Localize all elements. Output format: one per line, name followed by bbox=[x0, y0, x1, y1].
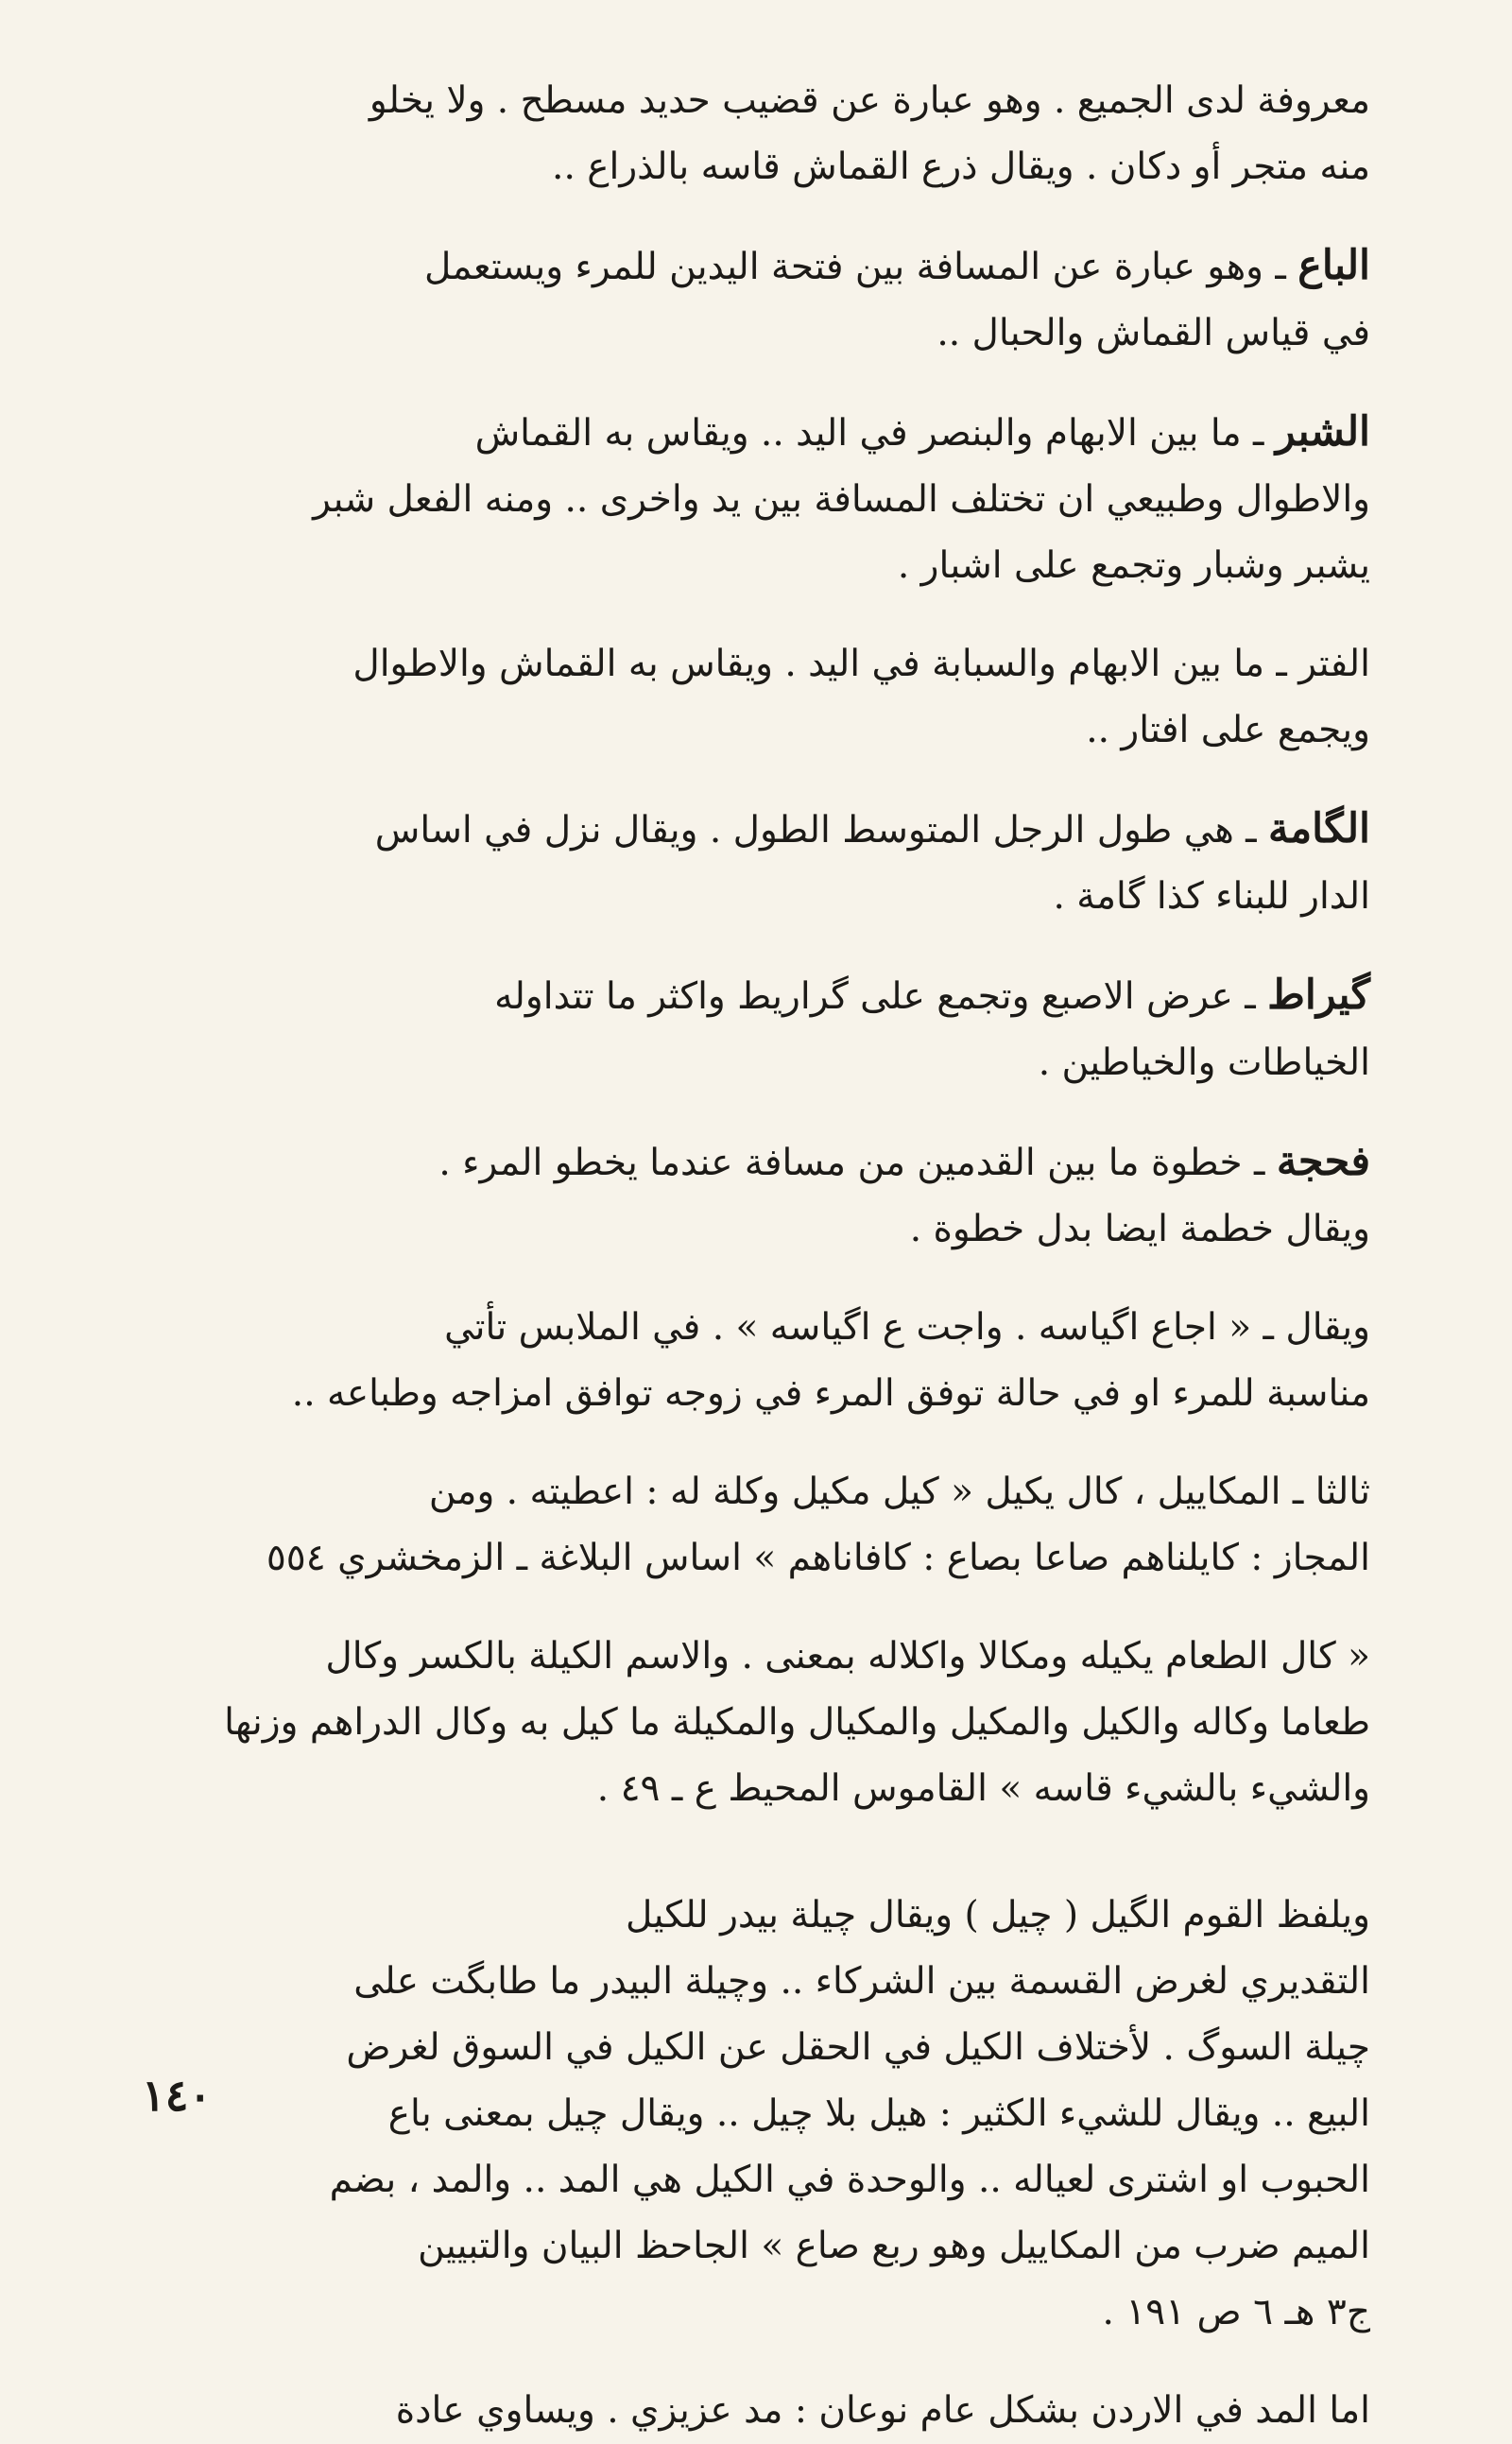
page-number: ١٤٠ bbox=[142, 2070, 213, 2121]
text-line: يشبر وشبار وتجمع على اشبار . bbox=[897, 544, 1370, 587]
text-line: چيلة السوگ . لأختلاف الكيل في الحقل عن الكيل في السوق لغرض bbox=[346, 2026, 1370, 2069]
definition-text: ـ خطوة ما بين القدمين من مسافة عندما يخطو المرء . bbox=[438, 1142, 1277, 1184]
text-line: ويقال ـ « اجاع اگياسه . واجت ع اگياسه » . في الملابس تأتي bbox=[444, 1306, 1370, 1349]
paragraph-gama bbox=[142, 796, 1370, 930]
text-line: طعاما وكاله والكيل والمكيل والمكيال والمكيلة ما كيل به وكال الدراهم وزنها bbox=[224, 1701, 1370, 1744]
text-line bbox=[142, 399, 1370, 467]
paragraph-cheel bbox=[142, 1883, 1370, 2346]
term-heading: الشبر bbox=[1275, 408, 1370, 456]
text-line: الميم ضرب من المكاييل وهو ربع صاع » الجاحظ البيان والتبيين bbox=[418, 2225, 1370, 2267]
paragraph-qamus-quote bbox=[142, 1624, 1370, 1822]
text-line: منه متجر أو دكان . ويقال ذرع القماش قاسه بالذراع .. bbox=[552, 146, 1370, 188]
text-line: والاطوال وطبيعي ان تختلف المسافة بين يد واخرى .. ومنه الفعل شبر bbox=[313, 478, 1370, 521]
paragraph-fahja bbox=[142, 1128, 1370, 1263]
text-line: التقديري لغرض القسمة بين الشركاء .. وچيلة البيدر ما طابگت على bbox=[353, 1960, 1370, 2003]
paragraph-fitr bbox=[142, 631, 1370, 764]
text-line: اما المد في الاردن بشكل عام نوعان : مد عزيزي . ويساوي عادة bbox=[395, 2389, 1370, 2432]
text-line: الحبوب او اشترى لعياله .. والوحدة في الكيل هي المد .. والمد ، بضم bbox=[329, 2159, 1370, 2201]
text-line: البيع .. ويقال للشيء الكثير : هيل بلا چيل .. ويقال چيل بمعنى باع bbox=[387, 2092, 1370, 2135]
term-heading: الباع bbox=[1297, 242, 1370, 289]
term-heading: فحجة bbox=[1276, 1138, 1370, 1185]
text-line: في قياس القماش والحبال .. bbox=[936, 312, 1370, 354]
text-line: المجاز : كايلناهم صاعا بصاع : كافاناهم » اساس البلاغة ـ الزمخشري ٥٥٤ bbox=[266, 1537, 1370, 1579]
text-line bbox=[142, 962, 1370, 1030]
definition-text: ـ هي طول الرجل المتوسط الطول . ويقال نزل في اساس bbox=[374, 809, 1269, 852]
paragraph-measures bbox=[142, 1459, 1370, 1592]
text-line: معروفة لدى الجميع . وهو عبارة عن قضيب حديد مسطح . ولا يخلو bbox=[369, 79, 1370, 122]
text-line: ويقال خطمة ايضا بدل خطوة . bbox=[909, 1208, 1370, 1250]
text-line: ويلفظ القوم الگيل ( چيل ) ويقال چيلة بيدر للكيل bbox=[626, 1894, 1370, 1936]
paragraph-giraat bbox=[142, 962, 1370, 1096]
paragraph-1 bbox=[142, 68, 1370, 200]
text-line bbox=[142, 1128, 1370, 1196]
paragraph-shibr bbox=[142, 399, 1370, 599]
term-heading: گيراط bbox=[1267, 972, 1370, 1019]
text-line: مناسبة للمرء او في حالة توفق المرء في زوجه توافق امزاجه وطباعه .. bbox=[291, 1372, 1370, 1415]
text-line bbox=[142, 232, 1370, 301]
text-line bbox=[142, 796, 1370, 864]
text-line: الفتر ـ ما بين الابهام والسبابة في اليد . ويقاس به القماش والاطوال bbox=[352, 643, 1370, 685]
paragraph-mudd bbox=[142, 2378, 1370, 2444]
definition-text: ـ ما بين الابهام والبنصر في اليد .. ويقاس به القماش bbox=[474, 412, 1276, 455]
page-body bbox=[142, 68, 1370, 2444]
text-line: الخياطات والخياطين . bbox=[1038, 1041, 1370, 1084]
paragraph-bae bbox=[142, 232, 1370, 367]
text-line: ويجمع على افتار .. bbox=[1086, 709, 1370, 751]
text-line: ج٣ هـ ٦ ص ١٩١ . bbox=[1102, 2291, 1370, 2333]
definition-text: ـ عرض الاصبع وتجمع على گراريط واكثر ما تتداوله bbox=[494, 975, 1268, 1018]
text-line: الدار للبناء كذا گامة . bbox=[1053, 875, 1370, 918]
text-line: ثالثا ـ المكاييل ، كال يكيل « كيل مكيل وكلة له : اعطيته . ومن bbox=[428, 1471, 1370, 1513]
definition-text: ـ وهو عبارة عن المسافة بين فتحة اليدين للمرء ويستعمل bbox=[423, 246, 1298, 288]
term-heading: الگامة bbox=[1268, 805, 1370, 852]
text-line: والشيء بالشيء قاسه » القاموس المحيط ع ـ ٤٩ . bbox=[596, 1767, 1370, 1810]
text-line: « كال الطعام يكيله ومكالا واكلاله بمعنى . والاسم الكيلة بالكسر وكال bbox=[325, 1635, 1370, 1678]
paragraph-saying bbox=[142, 1295, 1370, 1427]
